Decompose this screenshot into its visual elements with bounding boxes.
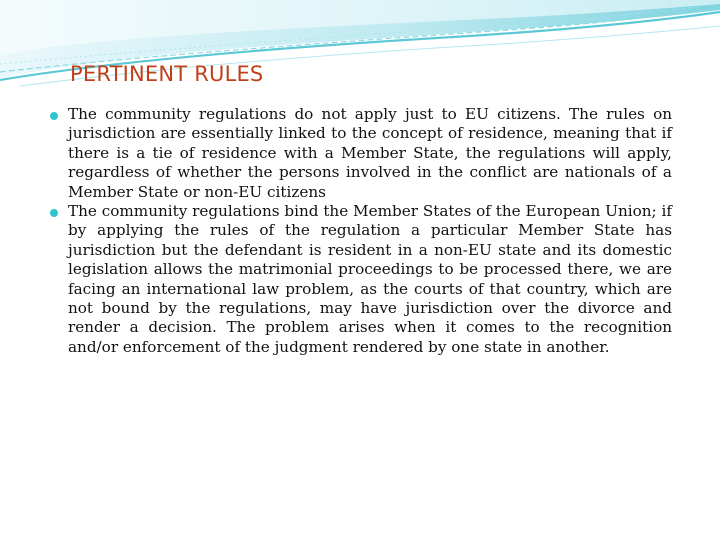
bullet-dot-icon [50, 112, 58, 120]
bullet-text: The community regulations do not apply just to EU citizens. The rules on jurisdiction are essentially linked to the concept of residence, meaning that if there is a tie of residence with a Member State, the regulations will apply, regardless of whether the persons involved in the conflict are nationals of a Member State or non-EU citizens [68, 105, 672, 201]
bullet-dot-icon [50, 209, 58, 217]
content-area [48, 105, 672, 357]
bullet-list [48, 105, 672, 357]
bullet-item-1 [48, 105, 672, 202]
bullet-item-2 [48, 202, 672, 357]
page-title: PERTINENT RULES [70, 62, 264, 86]
bullet-text: The community regulations bind the Member States of the European Union; if by applying the rules of the regulation a particular Member State has jurisdiction but the defendant is resident in a non-EU state and its domestic legislation allows the matrimonial proceedings to be processed there, we are facing an international law problem, as the courts of that country, which are not bound by the regulations, may have jurisdiction over the divorce and render a decision. The problem arises when it comes to the recognition and/or enforcement of the judgment rendered by one state in another. [68, 202, 672, 356]
